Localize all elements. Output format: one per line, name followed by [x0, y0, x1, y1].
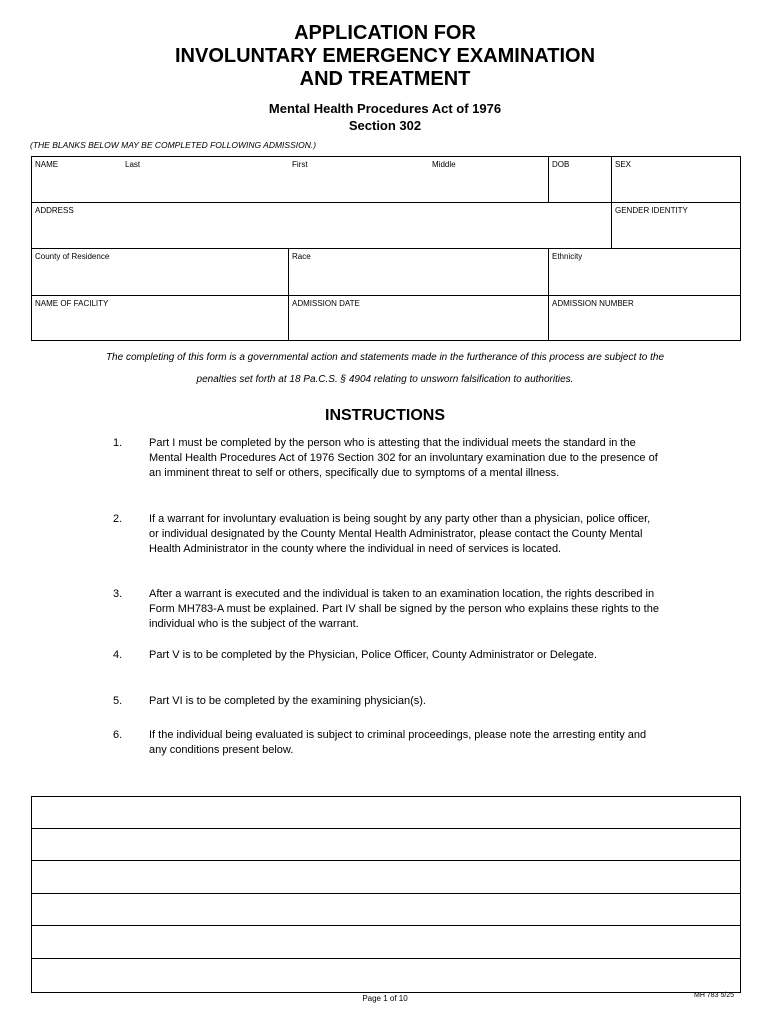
- note-line: [32, 860, 740, 861]
- admission-number-field[interactable]: [549, 296, 740, 340]
- ethnicity-field[interactable]: [549, 249, 740, 296]
- middle-name-label: Middle: [432, 160, 456, 169]
- instruction-number: 3.: [113, 588, 123, 600]
- note-line: [32, 958, 740, 959]
- instruction-text: If a warrant for involuntary evaluation is being sought by any party other than a physician, police officer, or individual designated by the County Mental Health Administrator, please contact the County Mental Health Administrator in the county where the individual in need of services is located.: [149, 513, 651, 555]
- address-field[interactable]: [32, 203, 612, 249]
- subtitle-act: Mental Health Procedures Act of 1976: [268, 101, 502, 116]
- race-label: Race: [292, 252, 311, 261]
- facility-field[interactable]: [32, 296, 289, 340]
- admission-number-label: ADMISSION NUMBER: [552, 299, 634, 308]
- note-line: [32, 828, 740, 829]
- county-label: County of Residence: [35, 252, 110, 261]
- instruction-text: Part I must be completed by the person who is attesting that the individual meets the standard in the Mental Health Procedures Act of 1976 Section 302 for an involuntary examination due to the presence of an imminent threat to self or others, specifically due to symptoms of a mental illness.: [149, 437, 658, 479]
- instructions-heading: INSTRUCTIONS: [325, 407, 445, 424]
- form-code: MH 783 5/25: [694, 992, 735, 999]
- instruction-number: 5.: [113, 695, 123, 707]
- gender-identity-field[interactable]: [612, 203, 740, 249]
- admission-date-label: ADMISSION DATE: [292, 299, 360, 308]
- disclaimer-line-2: penalties set forth at 18 Pa.C.S. § 4904 relating to unsworn falsification to authorities.: [196, 374, 574, 385]
- note-line: [32, 893, 740, 894]
- first-name-label: First: [292, 160, 308, 169]
- instruction-text: Part V is to be completed by the Physician, Police Officer, County Administrator or Delegate.: [149, 649, 597, 661]
- facility-label: NAME OF FACILITY: [35, 299, 109, 308]
- admission-note: (THE BLANKS BELOW MAY BE COMPLETED FOLLOWING ADMISSION.): [30, 140, 317, 150]
- ethnicity-label: Ethnicity: [552, 252, 583, 261]
- title-line-2: INVOLUNTARY EMERGENCY EXAMINATION: [174, 45, 596, 67]
- name-field[interactable]: [32, 157, 549, 203]
- title-line-3: AND TREATMENT: [299, 68, 471, 90]
- patient-info-table: [31, 156, 741, 341]
- instruction-number: 4.: [113, 649, 123, 661]
- county-field[interactable]: [32, 249, 289, 296]
- instruction-text: If the individual being evaluated is subject to criminal proceedings, please note the arresting entity and any conditions present below.: [149, 729, 647, 756]
- address-label: ADDRESS: [35, 206, 74, 215]
- sex-label: SEX: [615, 160, 632, 169]
- last-name-label: Last: [125, 160, 141, 169]
- instruction-number: 1.: [113, 437, 123, 449]
- criminal-proceedings-notes[interactable]: [31, 796, 741, 993]
- name-label: NAME: [35, 160, 59, 169]
- dob-field[interactable]: [549, 157, 612, 203]
- sex-field[interactable]: [612, 157, 740, 203]
- disclaimer-line-1: The completing of this form is a governmental action and statements made in the furtherance of this process are subject to the: [105, 352, 665, 363]
- race-field[interactable]: [289, 249, 549, 296]
- gender-identity-label: GENDER IDENTITY: [615, 206, 688, 215]
- admission-date-field[interactable]: [289, 296, 549, 340]
- dob-label: DOB: [552, 160, 570, 169]
- page-number: Page 1 of 10: [362, 994, 408, 1003]
- instruction-number: 6.: [113, 729, 123, 741]
- subtitle-section: Section 302: [348, 118, 422, 133]
- title-line-1: APPLICATION FOR: [294, 22, 476, 44]
- note-line: [32, 925, 740, 926]
- instruction-text: After a warrant is executed and the individual is taken to an examination location, the rights described in Form MH783-A must be explained. Part IV shall be signed by the person who explains these rights to the individual who is the subject of the warrant.: [149, 588, 659, 630]
- instruction-number: 2.: [113, 513, 123, 525]
- instruction-text: Part VI is to be completed by the examining physician(s).: [149, 695, 426, 707]
- form-title: [0, 22, 770, 91]
